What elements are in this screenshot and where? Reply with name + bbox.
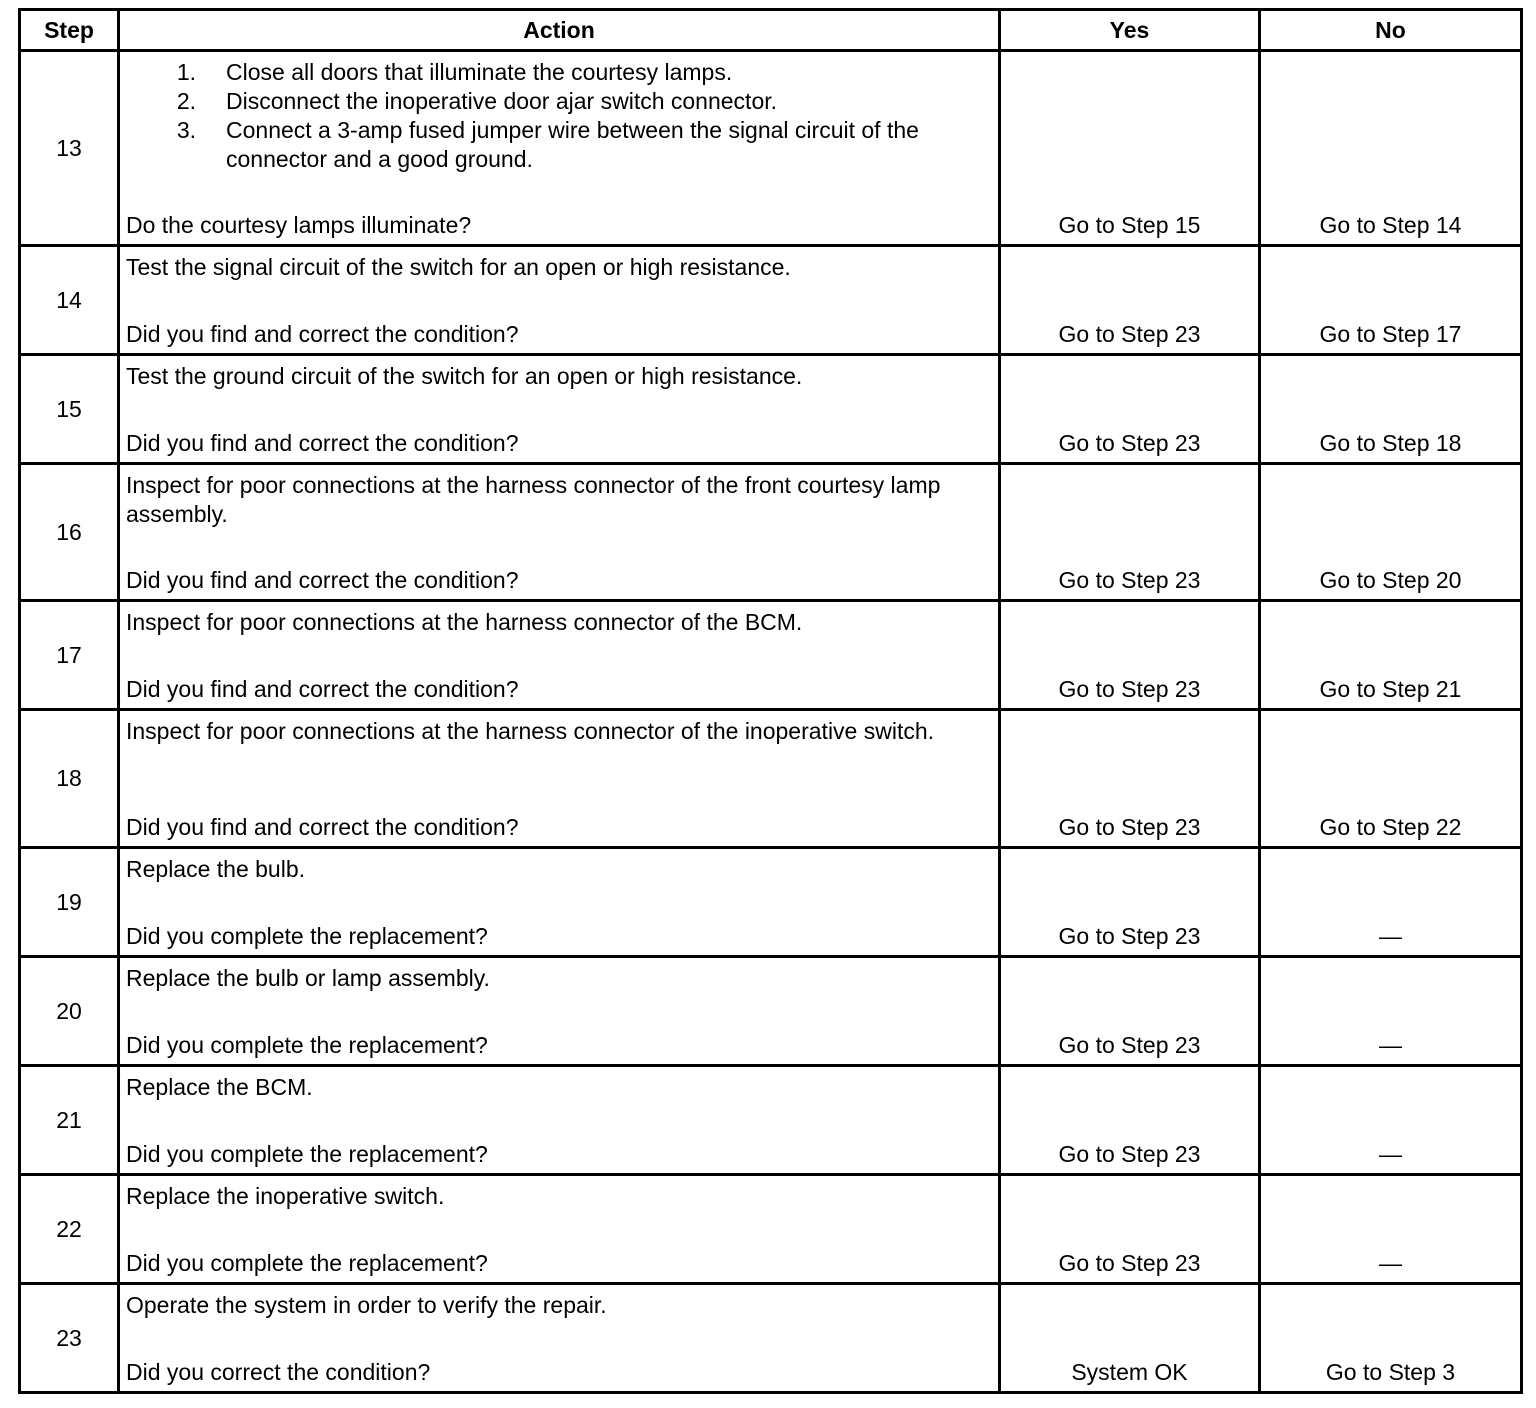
action-instruction: Inspect for poor connections at the harness connector of the inoperative switch. <box>126 718 935 744</box>
action-instruction: Operate the system in order to verify the repair. <box>126 1292 607 1318</box>
no-result: Go to Step 21 <box>1260 601 1522 710</box>
list-number: 3. <box>176 117 196 143</box>
action-cell <box>119 1284 1000 1393</box>
no-result: — <box>1260 1066 1522 1175</box>
table-row <box>20 601 1522 710</box>
yes-result: System OK <box>1000 1284 1260 1393</box>
no-result: Go to Step 17 <box>1260 246 1522 355</box>
no-result: Go to Step 20 <box>1260 464 1522 601</box>
action-cell <box>119 464 1000 601</box>
yes-result: Go to Step 23 <box>1000 957 1260 1066</box>
table-row <box>20 957 1522 1066</box>
list-number: 1. <box>176 59 196 85</box>
step-number: 14 <box>20 246 119 355</box>
action-question: Did you complete the replacement? <box>126 1250 488 1276</box>
no-result: Go to Step 3 <box>1260 1284 1522 1393</box>
no-result: Go to Step 18 <box>1260 355 1522 464</box>
yes-result: Go to Step 23 <box>1000 710 1260 848</box>
yes-result: Go to Step 23 <box>1000 601 1260 710</box>
action-cell <box>119 601 1000 710</box>
step-number: 13 <box>20 51 119 246</box>
action-question: Did you complete the replacement? <box>126 1141 488 1167</box>
action-cell <box>119 710 1000 848</box>
list-item <box>126 87 992 116</box>
table-row <box>20 1284 1522 1393</box>
no-result: — <box>1260 848 1522 957</box>
action-cell <box>119 1066 1000 1175</box>
yes-result: Go to Step 23 <box>1000 464 1260 601</box>
step-number: 15 <box>20 355 119 464</box>
table-row <box>20 848 1522 957</box>
table-row <box>20 355 1522 464</box>
action-instruction: Inspect for poor connections at the harness connector of the BCM. <box>126 609 803 635</box>
action-question: Did you find and correct the condition? <box>126 321 519 347</box>
action-cell <box>119 246 1000 355</box>
action-instruction: Inspect for poor connections at the harness connector of the front courtesy lamp assembly. <box>126 472 947 527</box>
step-number: 18 <box>20 710 119 848</box>
action-question: Did you complete the replacement? <box>126 1032 488 1058</box>
list-number: 2. <box>176 88 196 114</box>
action-instruction: Test the signal circuit of the switch for an open or high resistance. <box>126 254 791 280</box>
action-question: Do the courtesy lamps illuminate? <box>126 212 472 238</box>
no-result: Go to Step 14 <box>1260 51 1522 246</box>
action-cell <box>119 51 1000 246</box>
header-action: Action <box>119 10 1000 51</box>
action-question: Did you find and correct the condition? <box>126 567 519 593</box>
step-number: 19 <box>20 848 119 957</box>
action-cell <box>119 355 1000 464</box>
diagnostic-table <box>18 8 1523 1394</box>
step-number: 23 <box>20 1284 119 1393</box>
list-text: Connect a 3-amp fused jumper wire between the signal circuit of the connector and a good ground. <box>226 117 919 172</box>
action-cell <box>119 957 1000 1066</box>
step-number: 16 <box>20 464 119 601</box>
no-result: — <box>1260 1175 1522 1284</box>
action-question: Did you find and correct the condition? <box>126 676 519 702</box>
no-result: — <box>1260 957 1522 1066</box>
yes-result: Go to Step 23 <box>1000 848 1260 957</box>
yes-result: Go to Step 15 <box>1000 51 1260 246</box>
action-cell <box>119 1175 1000 1284</box>
header-no: No <box>1260 10 1522 51</box>
action-question: Did you find and correct the condition? <box>126 430 519 456</box>
table-row <box>20 710 1522 848</box>
action-question: Did you complete the replacement? <box>126 923 488 949</box>
action-question: Did you find and correct the condition? <box>126 814 519 840</box>
action-instruction: Replace the bulb or lamp assembly. <box>126 965 490 991</box>
list-text: Disconnect the inoperative door ajar switch connector. <box>226 88 778 114</box>
yes-result: Go to Step 23 <box>1000 1175 1260 1284</box>
table-row <box>20 464 1522 601</box>
action-cell <box>119 848 1000 957</box>
action-instruction: Replace the BCM. <box>126 1074 313 1100</box>
table-row <box>20 1066 1522 1175</box>
header-yes: Yes <box>1000 10 1260 51</box>
step-number: 20 <box>20 957 119 1066</box>
list-item <box>126 116 992 174</box>
action-question: Did you correct the condition? <box>126 1359 431 1385</box>
table-row <box>20 51 1522 246</box>
action-instruction: Replace the inoperative switch. <box>126 1183 445 1209</box>
step-number: 22 <box>20 1175 119 1284</box>
table-row <box>20 246 1522 355</box>
header-step: Step <box>20 10 119 51</box>
action-instruction: Test the ground circuit of the switch for an open or high resistance. <box>126 363 803 389</box>
step-number: 21 <box>20 1066 119 1175</box>
list-item <box>126 58 992 87</box>
header-row <box>20 10 1522 51</box>
no-result: Go to Step 22 <box>1260 710 1522 848</box>
yes-result: Go to Step 23 <box>1000 1066 1260 1175</box>
yes-result: Go to Step 23 <box>1000 355 1260 464</box>
action-list <box>126 58 992 174</box>
yes-result: Go to Step 23 <box>1000 246 1260 355</box>
table-row <box>20 1175 1522 1284</box>
list-text: Close all doors that illuminate the courtesy lamps. <box>226 59 733 85</box>
action-instruction: Replace the bulb. <box>126 856 306 882</box>
step-number: 17 <box>20 601 119 710</box>
